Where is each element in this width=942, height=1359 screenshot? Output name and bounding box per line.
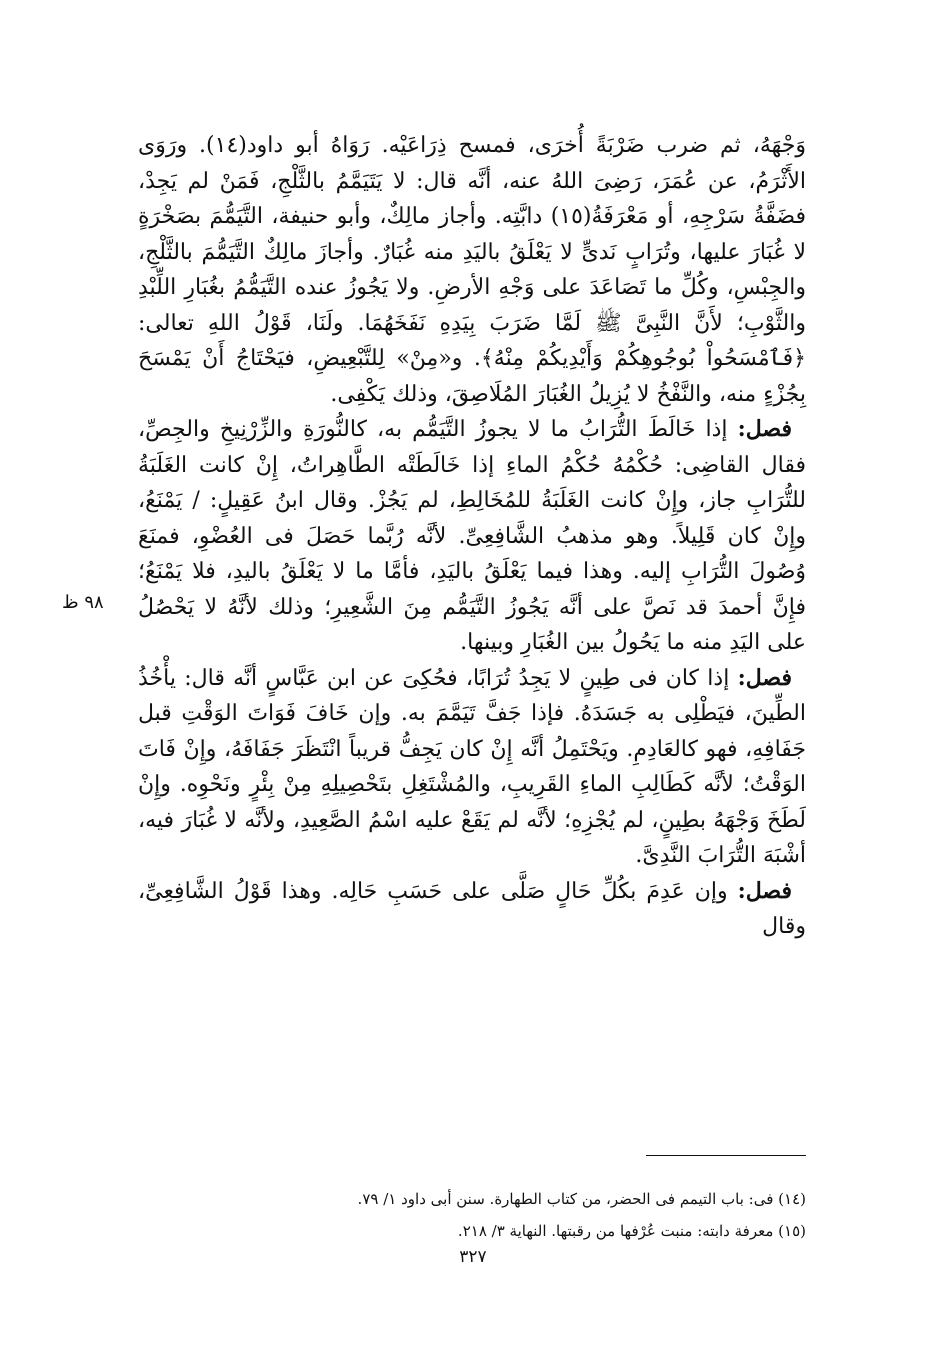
paragraph-2-heading: فصل: (737, 416, 792, 442)
footnote-15: (١٥) معرفة دابته: منبت عُرْفها من رقبتها. النهاية ٣/ ٢١٨. (457, 1222, 806, 1240)
footnote-14: (١٤) فى: باب التيمم فى الحضر، من كتاب الطهارة. سنن أبى داود ١/ ٧٩. (357, 1190, 806, 1208)
paragraph-1-text: وَجْهَهُ، ثم ضرب ضَرْبَةً أُخرَى، فمسح ذِرَاعَيْه. رَوَاهُ أبو داود(١٤). ورَوَى الأَثْرَمُ، عن عُمَرَ، رَضِىَ اللهُ عنه، أنَّه قال: لا يَتَيَمَّمُ بالثَّلْجِ، فَمَنْ لم يَجِدْ، فضَفَّةُ سَرْجِهِ، أو مَعْرَفَةُ(١٥) دابَّتِه. وأجاز مالِكٌ، وأبو حنيفة، التَّيَمُّمَ بصَخْرَةٍ لا غُبَارَ عليها، وتُرَابٍ نَدىٍّ لا يَعْلَقُ باليَدِ منه غُبَارٌ. وأجازَ مالِكٌ التَّيَمُّمَ بالثَّلْجِ، والجِبْسِ، وكُلِّ ما تَصَاعَدَ على وَجْهِ الأرضِ. ولا يَجُوزُ عنده التَّيَمُّمُ بغُبَارِ اللِّبْدِ والثَّوْبِ؛ لأَنَّ النَّبِىَّ ﷺ لَمَّا ضَرَبَ بِيَدِهِ نَفَخَهُمَا. ولَنَا، قَوْلُ اللهِ تعالى: ﴿فَٱمْسَحُواْ بُوجُوهِكُمْ وَأَيْدِيكُمْ مِنْهُ﴾. و«مِنْ» لِلتَّبْعِيضِ، فيَحْتَاجُ أَنْ يَمْسَحَ بِجُزْءٍ منه، والنَّفْخُ لا يُزِيلُ الغُبَارَ المُلَاصِقَ، وذلك يَكْفِى. (138, 133, 806, 407)
paragraph-1 (138, 128, 806, 412)
manuscript-folio-marker: ٩٨ ظ (62, 592, 104, 613)
paragraph-2-text: إذا خَالَطَ التُّرَابُ ما لا يجوزُ التَّيَمُّم به، كالنُّورَةِ والزِّرْنِيخِ والجِصِّ، فقال القاضِى: حُكْمُهُ حُكْمُ الماءِ إذا خَالَطَتْه الطَّاهِراتُ، إِنْ كانت الغَلَبَةُ للتُّرَابِ جاز، وإِنْ كانت الغَلَبَةُ للمُخَالِطِ، لم يَجُزْ. وقال ابنُ عَقِيلٍ: / يَمْنَعُ، وإِنْ كان قَلِيلاً. وهو مذهبُ الشَّافِعِىِّ. لأنَّه رُبَّما حَصَلَ فى العُضْوِ، فمنَعَ وُصُولَ التُّرَابِ إليه. وهذا فيما يَعْلَقُ باليَدِ، فأمَّا ما لا يَعْلَقُ باليدِ، فلا يَمْنَعُ؛ فإِنَّ أحمدَ قد نَصَّ على أنَّه يَجُوزُ التَّيَمُّم مِنَ الشَّعِيرِ؛ وذلك لأنَّهُ لا يَحْصُلُ على اليَدِ منه ما يَحُولُ بين الغُبَارِ وبينها. (138, 417, 806, 655)
main-text (138, 128, 806, 945)
paragraph-3 (138, 661, 806, 874)
paragraph-2 (138, 412, 806, 661)
paragraph-3-heading: فصل: (737, 664, 792, 691)
footnotes (260, 1183, 806, 1247)
paragraph-4-heading: فصل: (737, 877, 792, 904)
paragraph-4 (138, 874, 806, 945)
footnote-separator (646, 1155, 806, 1156)
paragraph-3-text: إذا كان فى طِينٍ لا يَجِدُ تُرَابًا، فحُكِىَ عن ابن عَبَّاسٍ أنَّه قال: يأْخُذُ الطِّينَ، فيَطْلِى به جَسَدَهُ. فإذا جَفَّ تَيَمَّمَ به. وإن خَافَ فَوَاتَ الوَقْتِ قبل جَفَافِهِ، فهو كالعَادِمِ. ويَحْتَمِلُ أنَّه إِنْ كان يَجِفُّ قريباً انْتَظَرَ جَفَافَهُ، وإِنْ فَاتَ الوَقْتُ؛ لأنَّه كَطَالِبِ الماءِ القَرِيبِ، والمُشْتَغِلِ بتَحْصِيلِهِ مِنْ بِئْرٍ ونَحْوِه. وإِنْ لَطَخَ وَجْهَهُ بطِينٍ، لم يُجْزِهِ؛ لأنَّه لم يَقَعْ عليه اسْمُ الصَّعِيدِ، ولأنَّه لا غُبَارَ فيه، أشْبَهَ التُّرَابَ النَّدِىَّ. (138, 665, 806, 868)
page-number: ٣٢٧ (459, 1247, 487, 1267)
paragraph-4-text: وإن عَدِمَ بكُلِّ حَالٍ صَلَّى على حَسَبِ حَالِه. وهذا قَوْلُ الشَّافِعِىِّ، وقال (138, 878, 806, 939)
